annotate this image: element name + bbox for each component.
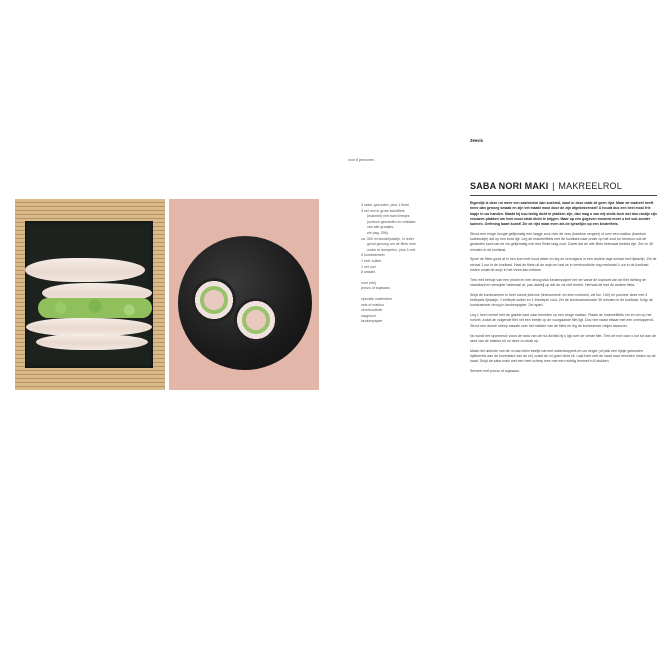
method-paragraph: Strooi een enige hoogte gelijkmatig een laagje zout over de vers (bamboe vergeet) of over een makisu (bamboe sushimatje) dat op een bord ligt. Leg de makreelfilets met de huidkant naar onder op het zout en bestrooi ook de geranden kant van de vis gelijkmatig met een flinke laag zout. Zowel dat de alle filets helemaal bedekt zijn. Zet ze 45 minuten in de koelkast.	[470, 231, 653, 252]
ingredient-line: 1 vel nori	[361, 264, 376, 269]
kombu-greens	[38, 298, 152, 318]
method-paragraph: Spoel de filets goed af in een kom met koud water en leg ze vervolgens in een andere lage schaal met rijstazijn. Zet de schaal 1 uur in de koelkast. Haal de filets uit de azijn en laat ze in vershoudfolie nog minimaal 4 uur in de koelkast rusten zodat de azijn in het vlees kan trekken.	[470, 257, 657, 272]
maki-piece	[192, 278, 236, 322]
method-paragraph: Snijd de kombusmeer in heel dunne julienne (liniesunnele: en leen rechtoek, zie blz. 100) en pocheer deze met 3 eetlepels rijstazijn, 1 eetlepel suiker en 1 theelepel zout. Zet de kombusmarinade 30 minuten in de koelkast. Knijp de kombusmeer droog in keukenpapier. Zet apart.	[470, 292, 653, 308]
ingredient-line: 4 vel nori in grote sokoffiets	[361, 208, 405, 213]
title-separator: |	[552, 181, 555, 191]
method-paragraph: Trek met behulp van een pincet en een droog stuk keukenpapier het vel vanaf de kopkant van de filet richting de staartkant en verwijder helemaal af, pas daarbij op dat de vis niet breekt. Herhaal dit met de andere filets.	[470, 277, 647, 288]
serve-heading: voor erbij	[361, 280, 376, 285]
tools-line: zeis of makisu	[361, 302, 384, 307]
ingredient-line: 5 kombusmeer	[361, 253, 385, 258]
servings-note: voor 8 personen	[348, 158, 374, 162]
ingredients-list	[361, 203, 436, 325]
tools-line: vershoudfolie	[361, 308, 383, 313]
tools-heading: speciale materialen	[361, 296, 392, 301]
ingredient-line: 8 wasabi	[361, 270, 376, 275]
makreel-fillet	[25, 258, 145, 282]
ingredient-line: 3 saba, gezouten, plus 1 theel	[361, 203, 409, 207]
maki-piece	[234, 298, 278, 342]
ingredient-line: (makreel) met hard lensjes	[367, 214, 410, 219]
method-paragraph: Maak het uiteinde van de rol aan klein beetje nat met waterdruppels en uw vinger (of plak een rijstje gebeuken rijstkorrels aan de bovenkant van de rol) zodat de rol goed dicht zit. Laat hem met de naad naar beneden rusten op de naad. Snijd de saba maki met een heel scherp mes met een rechtig lemmet in 8 stukken.	[470, 348, 656, 364]
ingredient-line: zie pag. 256)	[367, 230, 388, 235]
ingredient-line: onder te dompelen, plus 3 eetl	[367, 247, 416, 252]
intro-paragraph: Eigenlijk is deze rol meer een sashimirol dan sushirol, want in deze maki zit geen rijst. Maar de makreel heeft meer dan genoeg smaak en zijn vet maakt mooi door de zijn afgebekeensel! U houdt dus een heel mooi frie hapje in uw handen. Maakt hij nou lastig dicht te plakken zijn, dan mag u van mij sinds toch wel dun randje zijn vrouwen plakken om hem mooi strak dicht te krijgen. Maar op een gegeven moment moet u het ook zonder kunnen. Oefening baart kunst! Zie de rijst maar even als de sjeselijke op een kinderfiets.	[470, 201, 657, 226]
method-paragraph: Nu wordt het spannend: vouw de rand van de hul dichtst bij u ligt over de verste filet. Trek de nori naar u toe tot aan de rand van de makisu en rol deze nu strak op.	[470, 333, 656, 343]
method-paragraph: Leg 1 heel norivel met de gladde kant naar beneden op een droge makisu. Plaats de makreelfilets om en om op het norivel, zodat de volgende filet net een beetje op de voorgaande filet ligt. Dou niet naast elkaar met een overlappend. Strooi een dunne streep wasabi over het midden van de filets en leg de kombumeer netjes daarover.	[470, 313, 654, 328]
ingredient-line: 1 eetl. suiker	[361, 258, 382, 263]
tools-line: keukenpapier	[361, 319, 383, 324]
ingredient-line: van alle graatjes,	[367, 225, 395, 230]
serve-line: ponzu of sojasaus	[361, 286, 390, 291]
tools-line: slagmout	[361, 313, 376, 318]
title-sub: MAKREELROL	[558, 181, 622, 191]
ingredient-line: geval genoeg om de filets mee	[367, 242, 416, 247]
recipe-title	[470, 181, 622, 191]
serve-paragraph: Serveer met ponzu of sojasaus.	[470, 369, 520, 373]
section-label: Zeevis	[470, 138, 484, 143]
title-main: SABA NORI MAKI	[470, 181, 549, 191]
title-rule	[470, 195, 657, 196]
ingredient-line: ca. 300 ml kunstrijstazijn, in ieder	[361, 236, 414, 241]
recipe-body	[470, 201, 658, 379]
makreel-fillet	[36, 334, 148, 350]
ingredient-line: (schoon gesneden en ontdaan	[367, 219, 416, 224]
